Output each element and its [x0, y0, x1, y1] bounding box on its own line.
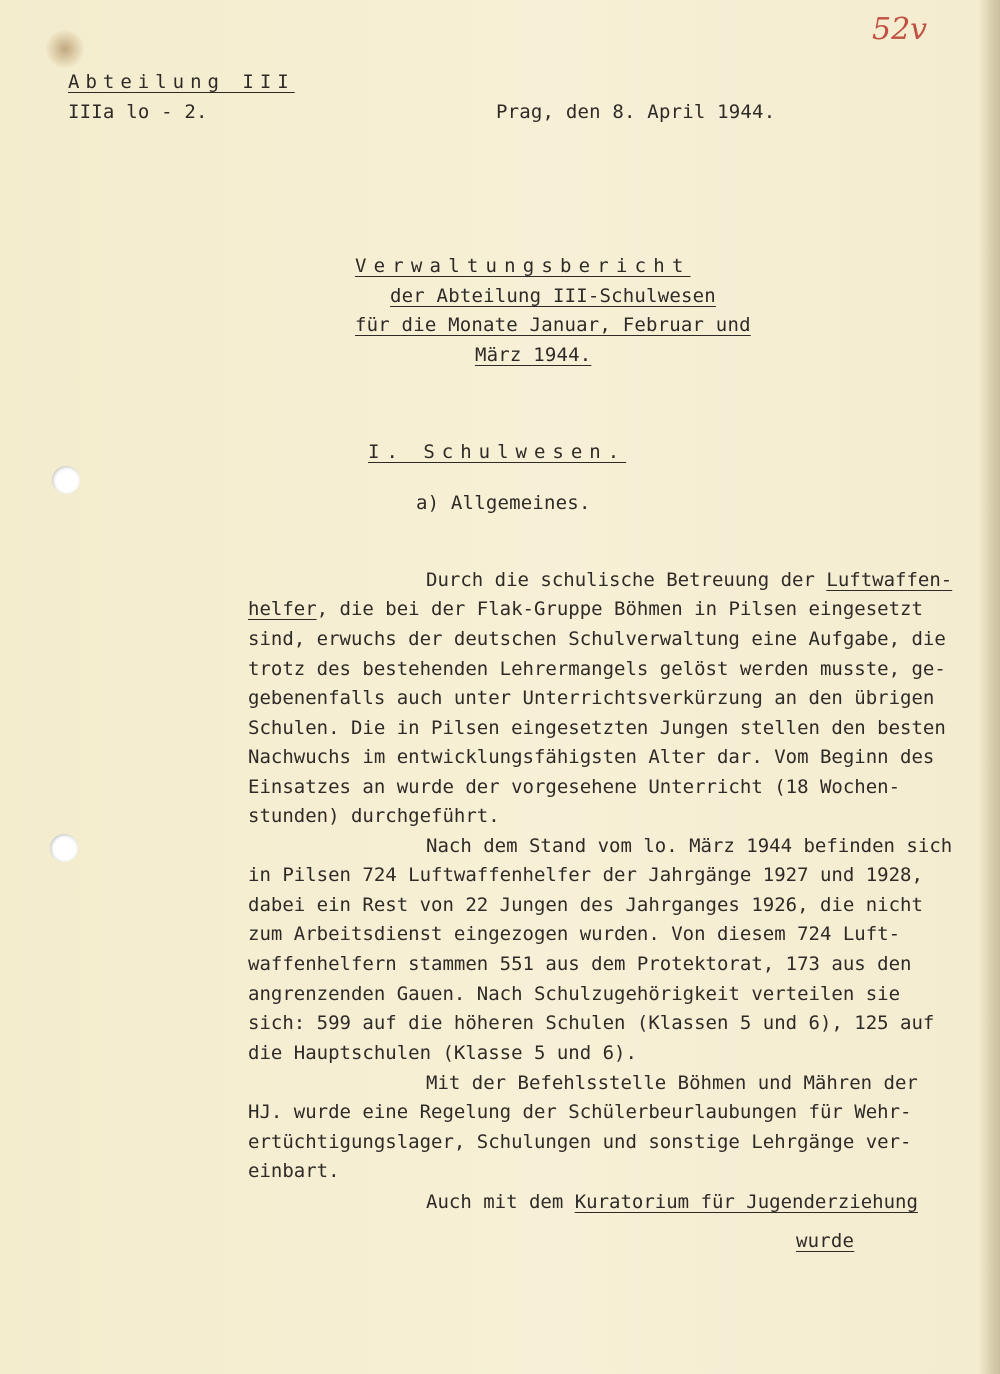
paragraph-1-line-9: stunden) durchgeführt. — [248, 805, 500, 827]
paragraph-3-line-1: Mit der Befehlsstelle Böhmen und Mähren der — [426, 1072, 918, 1094]
subsection-heading: a) Allgemeines. — [416, 492, 591, 514]
text: Auch mit dem — [426, 1191, 575, 1213]
paragraph-2-line-3: dabei ein Rest von 22 Jungen des Jahrganges 1926, die nicht — [248, 894, 923, 916]
paragraph-1-line-1 — [426, 568, 952, 592]
paper-edge — [978, 0, 1000, 1374]
paragraph-2-line-1: Nach dem Stand vom lo. März 1944 befinden sich — [426, 835, 953, 857]
paragraph-3-line-2: HJ. wurde eine Regelung der Schülerbeurlaubungen für Wehr- — [248, 1101, 912, 1123]
paragraph-1-line-4: trotz des bestehenden Lehrermangels gelöst werden musste, ge- — [248, 658, 946, 680]
catchword: wurde — [796, 1230, 855, 1252]
paragraph-1-line-2 — [248, 597, 923, 621]
paragraph-2-line-2: in Pilsen 724 Luftwaffenhelfer der Jahrgänge 1927 und 1928, — [248, 864, 923, 886]
paragraph-2-line-6: angrenzenden Gauen. Nach Schulzugehörigkeit verteilen sie — [248, 983, 901, 1005]
handwritten-page-number: 52v — [872, 12, 928, 47]
underlined-term: Kuratorium für Jugenderziehung — [574, 1191, 918, 1213]
paragraph-3-line-3: ertüchtigungslager, Schulungen und sonstige Lehrgänge ver- — [248, 1131, 912, 1153]
paragraph-1-line-7: Nachwuchs im entwicklungsfähigsten Alter dar. Vom Beginn des — [248, 746, 935, 768]
title-line-1: Verwaltungsbericht — [355, 255, 691, 277]
place-date: Prag, den 8. April 1944. — [496, 101, 776, 123]
text: Durch die schulische Betreuung der — [426, 569, 827, 591]
rust-stain — [46, 30, 84, 68]
paragraph-2-line-5: waffenhelfern stammen 551 aus dem Protektorat, 173 aus den — [248, 953, 912, 975]
paragraph-4-line-1 — [426, 1190, 918, 1214]
text: , die bei der Flak-Gruppe Böhmen in Pilsen eingesetzt — [316, 598, 923, 620]
underlined-term: Luftwaffen- — [826, 569, 953, 591]
reference-number: IIIa lo - 2. — [68, 101, 208, 123]
department-heading: Abteilung III — [68, 71, 295, 93]
paragraph-2-line-4: zum Arbeitsdienst eingezogen wurden. Von diesem 724 Luft- — [248, 923, 901, 945]
paragraph-2-line-8: die Hauptschulen (Klasse 5 und 6). — [248, 1042, 637, 1064]
paragraph-2-line-7: sich: 599 auf die höheren Schulen (Klassen 5 und 6), 125 auf — [248, 1012, 935, 1034]
underlined-term: helfer — [248, 598, 317, 620]
section-heading: I. Schulwesen. — [368, 441, 627, 463]
paragraph-1-line-8: Einsatzes an wurde der vorgesehene Unterricht (18 Wochen- — [248, 776, 901, 798]
title-line-4: März 1944. — [475, 344, 592, 366]
paragraph-1-line-6: Schulen. Die in Pilsen eingesetzten Jungen stellen den besten — [248, 717, 946, 739]
paragraph-3-line-4: einbart. — [248, 1160, 340, 1182]
paragraph-1-line-3: sind, erwuchs der deutschen Schulverwaltung eine Aufgabe, die — [248, 628, 946, 650]
title-line-2: der Abteilung III-Schulwesen — [390, 285, 716, 307]
punch-hole-top — [52, 466, 80, 494]
punch-hole-bottom — [50, 834, 78, 862]
title-line-3: für die Monate Januar, Februar und — [355, 314, 751, 336]
paragraph-1-line-5: gebenenfalls auch unter Unterrichtsverkürzung an den übrigen — [248, 687, 935, 709]
